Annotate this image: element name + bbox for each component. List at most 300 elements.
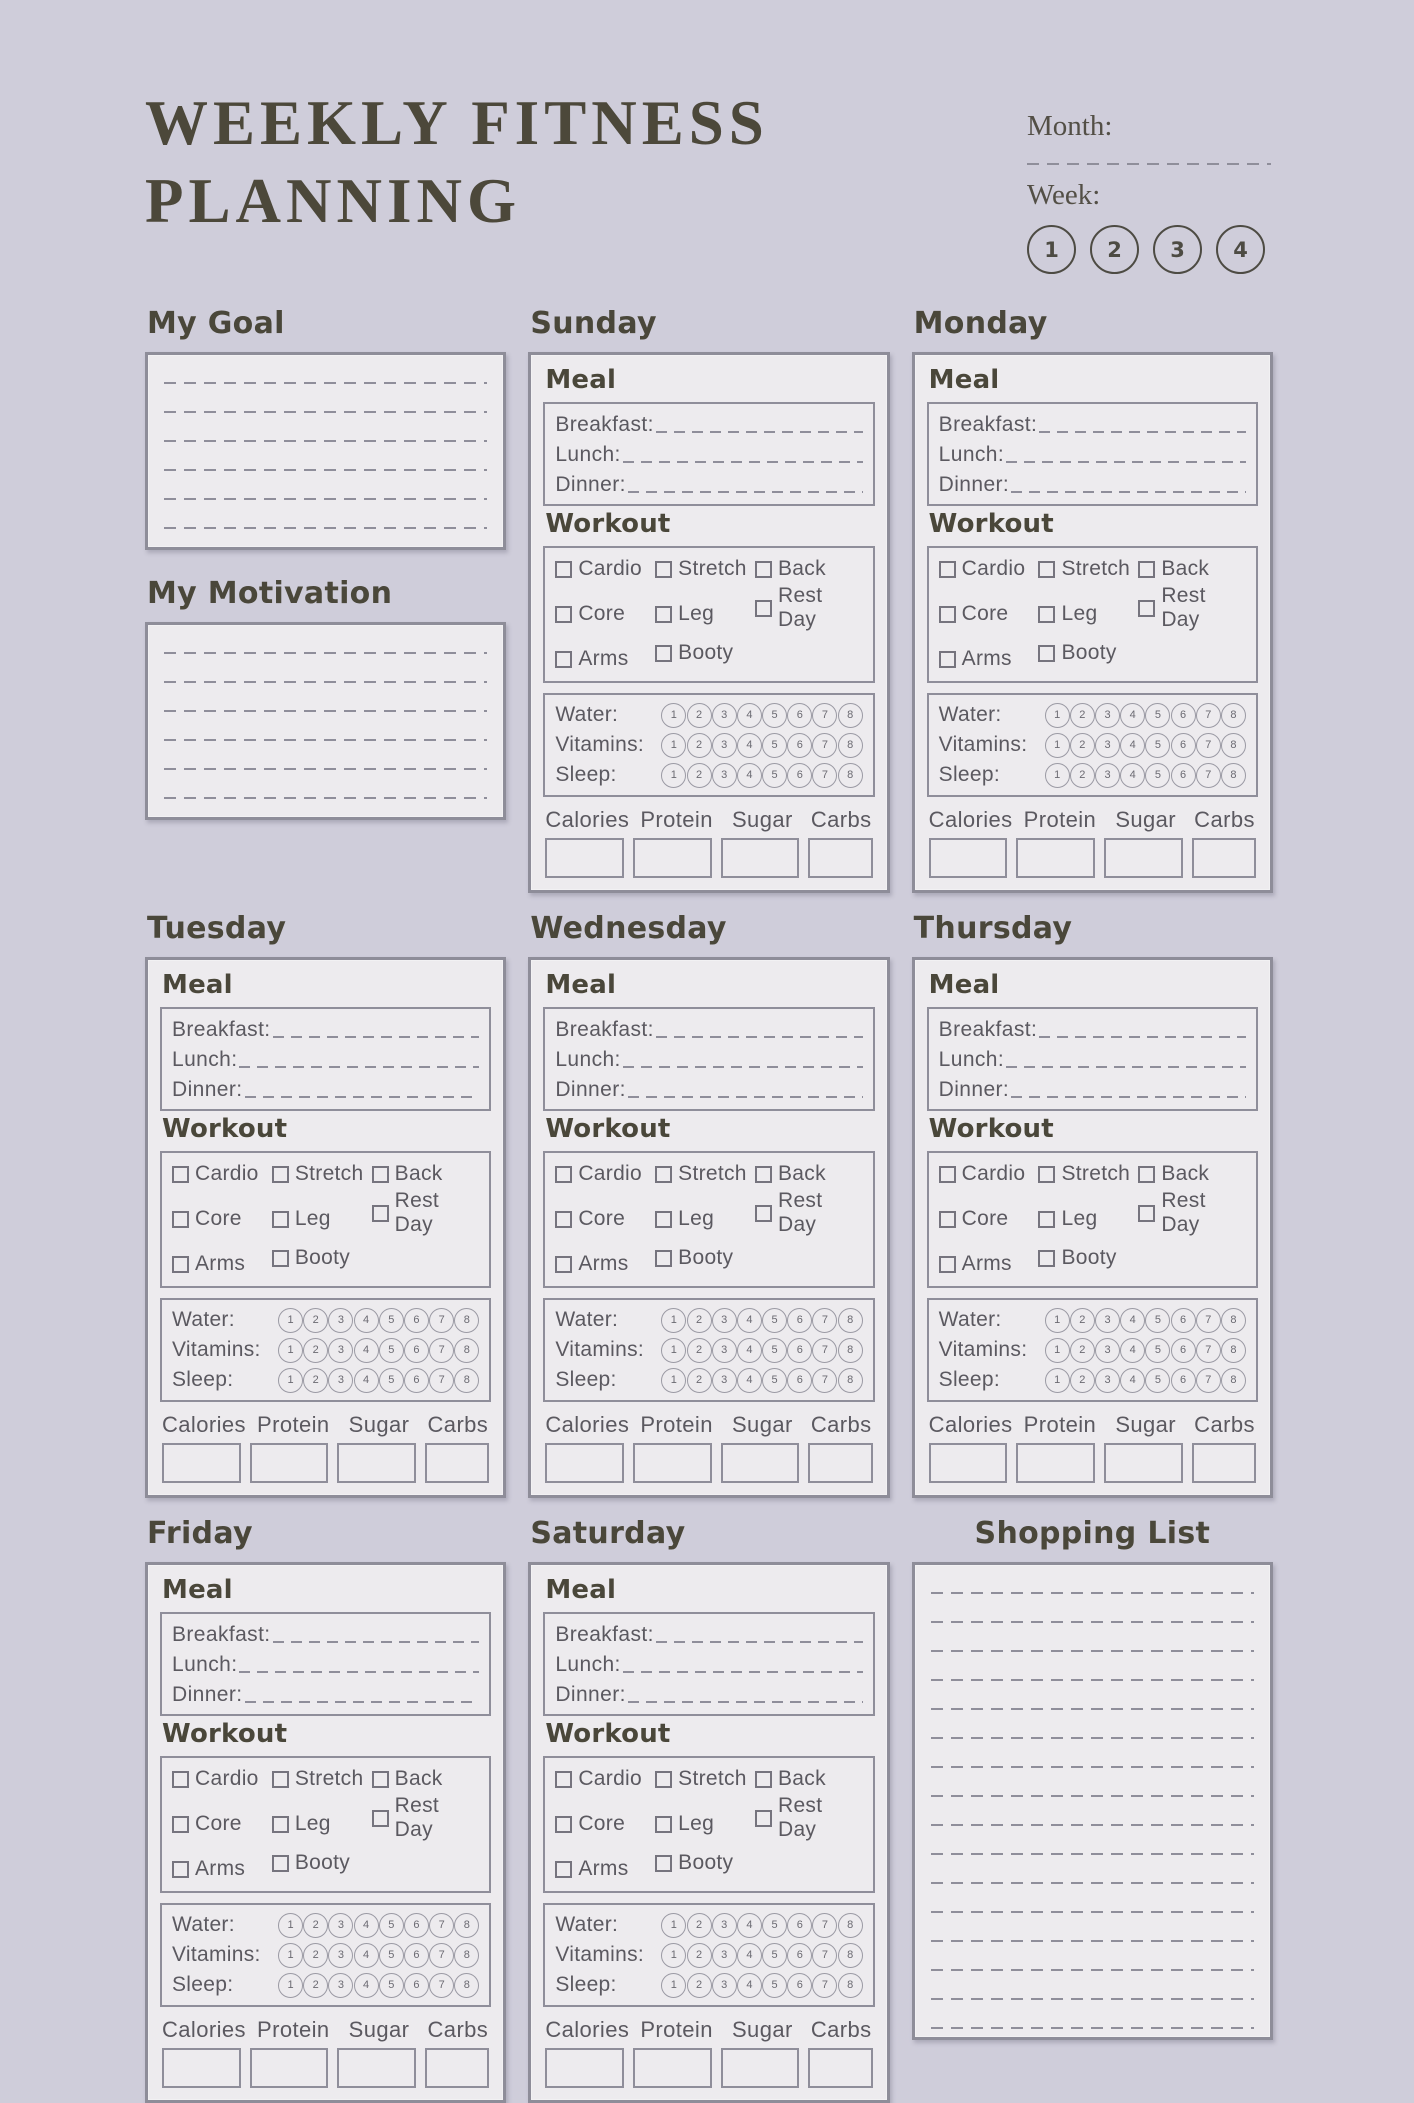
workout-checkbox-item[interactable] — [1038, 641, 1138, 665]
tracker-number-circle[interactable]: 8 — [454, 1973, 479, 1998]
tracker-number-circle[interactable]: 5 — [379, 1913, 404, 1938]
workout-checkbox-item[interactable] — [655, 1767, 755, 1791]
tracker-number-circle[interactable]: 6 — [404, 1338, 429, 1363]
tracker-number-circle[interactable]: 3 — [712, 1308, 737, 1333]
writing-line[interactable] — [931, 1565, 1254, 1594]
meal-field-input-line[interactable] — [656, 1625, 863, 1647]
tracker-number-circle[interactable]: 2 — [687, 1913, 712, 1938]
tracker-number-circle[interactable]: 8 — [454, 1338, 479, 1363]
workout-checkbox-item[interactable] — [555, 602, 655, 626]
workout-checkbox-item[interactable] — [755, 1767, 863, 1791]
tracker-number-circle[interactable]: 5 — [379, 1973, 404, 1998]
macro-input-box[interactable] — [1192, 1443, 1256, 1483]
macro-input-box[interactable] — [545, 1443, 624, 1483]
tracker-number-circle[interactable]: 3 — [712, 763, 737, 788]
workout-checkbox-item[interactable] — [555, 1767, 655, 1791]
meal-field-input-line[interactable] — [1011, 475, 1246, 497]
meal-field-input-line[interactable] — [656, 415, 863, 437]
tracker-number-circle[interactable]: 2 — [303, 1308, 328, 1333]
tracker-number-circle[interactable]: 3 — [1095, 1308, 1120, 1333]
tracker-number-circle[interactable]: 8 — [1221, 1338, 1246, 1363]
tracker-number-circle[interactable]: 2 — [1070, 703, 1095, 728]
workout-checkbox-item[interactable] — [1038, 1162, 1138, 1186]
macro-input-box[interactable] — [545, 838, 624, 878]
tracker-number-circle[interactable]: 8 — [454, 1368, 479, 1393]
workout-checkbox-item[interactable] — [1138, 1162, 1246, 1186]
macro-input-box[interactable] — [1104, 1443, 1183, 1483]
tracker-number-circle[interactable]: 4 — [354, 1973, 379, 1998]
macro-input-box[interactable] — [929, 1443, 1008, 1483]
workout-checkbox-item[interactable] — [555, 1207, 655, 1231]
tracker-number-circle[interactable]: 1 — [278, 1308, 303, 1333]
macro-input-box[interactable] — [425, 2048, 489, 2088]
tracker-number-circle[interactable]: 1 — [661, 703, 686, 728]
tracker-number-circle[interactable]: 3 — [1095, 733, 1120, 758]
tracker-number-circle[interactable]: 8 — [1221, 1308, 1246, 1333]
tracker-number-circle[interactable]: 1 — [661, 1368, 686, 1393]
tracker-number-circle[interactable]: 6 — [787, 1943, 812, 1968]
tracker-number-circle[interactable]: 3 — [1095, 1368, 1120, 1393]
tracker-number-circle[interactable]: 7 — [812, 1943, 837, 1968]
meal-field-input-line[interactable] — [628, 1685, 863, 1707]
tracker-number-circle[interactable]: 3 — [712, 733, 737, 758]
meal-field-input-line[interactable] — [1006, 445, 1246, 467]
workout-checkbox-item[interactable] — [272, 1767, 372, 1791]
tracker-number-circle[interactable]: 8 — [838, 733, 863, 758]
tracker-number-circle[interactable]: 7 — [812, 1338, 837, 1363]
tracker-number-circle[interactable]: 5 — [379, 1368, 404, 1393]
macro-input-box[interactable] — [337, 1443, 416, 1483]
tracker-number-circle[interactable]: 6 — [404, 1368, 429, 1393]
month-input-line[interactable] — [1027, 153, 1271, 165]
workout-checkbox-item[interactable] — [272, 1162, 372, 1186]
meal-field-input-line[interactable] — [1011, 1080, 1246, 1102]
tracker-number-circle[interactable]: 5 — [1145, 703, 1170, 728]
tracker-number-circle[interactable]: 7 — [1196, 1338, 1221, 1363]
workout-checkbox-item[interactable] — [655, 1207, 755, 1231]
tracker-number-circle[interactable]: 2 — [1070, 1338, 1095, 1363]
tracker-number-circle[interactable]: 2 — [303, 1943, 328, 1968]
tracker-number-circle[interactable]: 7 — [812, 1368, 837, 1393]
tracker-number-circle[interactable]: 7 — [429, 1308, 454, 1333]
tracker-number-circle[interactable]: 6 — [1171, 1308, 1196, 1333]
macro-input-box[interactable] — [337, 2048, 416, 2088]
tracker-number-circle[interactable]: 5 — [1145, 1308, 1170, 1333]
tracker-number-circle[interactable]: 8 — [838, 1943, 863, 1968]
tracker-number-circle[interactable]: 8 — [1221, 763, 1246, 788]
tracker-number-circle[interactable]: 3 — [1095, 1338, 1120, 1363]
tracker-number-circle[interactable]: 1 — [661, 1913, 686, 1938]
macro-input-box[interactable] — [250, 2048, 329, 2088]
tracker-number-circle[interactable]: 7 — [429, 1338, 454, 1363]
meal-field-input-line[interactable] — [239, 1050, 479, 1072]
tracker-number-circle[interactable]: 6 — [787, 1368, 812, 1393]
tracker-number-circle[interactable]: 2 — [687, 1308, 712, 1333]
writing-line[interactable] — [164, 384, 487, 413]
tracker-number-circle[interactable]: 6 — [404, 1943, 429, 1968]
tracker-number-circle[interactable]: 2 — [687, 1973, 712, 1998]
writing-line[interactable] — [931, 1826, 1254, 1855]
tracker-number-circle[interactable]: 5 — [379, 1943, 404, 1968]
workout-checkbox-item[interactable] — [755, 557, 863, 581]
tracker-number-circle[interactable]: 3 — [712, 1368, 737, 1393]
writing-line[interactable] — [164, 442, 487, 471]
tracker-number-circle[interactable]: 1 — [661, 1308, 686, 1333]
tracker-number-circle[interactable]: 2 — [687, 703, 712, 728]
macro-input-box[interactable] — [721, 838, 800, 878]
workout-checkbox-item[interactable] — [655, 602, 755, 626]
workout-checkbox-item[interactable] — [655, 557, 755, 581]
tracker-number-circle[interactable]: 4 — [737, 1368, 762, 1393]
macro-input-box[interactable] — [721, 1443, 800, 1483]
workout-checkbox-item[interactable] — [555, 1162, 655, 1186]
writing-line[interactable] — [931, 1594, 1254, 1623]
tracker-number-circle[interactable]: 6 — [1171, 733, 1196, 758]
tracker-number-circle[interactable]: 5 — [1145, 763, 1170, 788]
tracker-number-circle[interactable]: 5 — [762, 733, 787, 758]
writing-line[interactable] — [164, 625, 487, 654]
writing-line[interactable] — [164, 683, 487, 712]
macro-input-box[interactable] — [250, 1443, 329, 1483]
tracker-number-circle[interactable]: 7 — [812, 1308, 837, 1333]
tracker-number-circle[interactable]: 2 — [687, 1338, 712, 1363]
workout-checkbox-item[interactable] — [172, 1812, 272, 1836]
tracker-number-circle[interactable]: 5 — [762, 1943, 787, 1968]
tracker-number-circle[interactable]: 7 — [1196, 733, 1221, 758]
tracker-number-circle[interactable]: 7 — [812, 1913, 837, 1938]
writing-line[interactable] — [931, 1942, 1254, 1971]
tracker-number-circle[interactable]: 3 — [1095, 703, 1120, 728]
workout-checkbox-item[interactable] — [939, 557, 1039, 581]
tracker-number-circle[interactable]: 1 — [278, 1913, 303, 1938]
workout-checkbox-item[interactable] — [172, 1857, 272, 1881]
writing-line[interactable] — [164, 712, 487, 741]
tracker-number-circle[interactable]: 7 — [1196, 1368, 1221, 1393]
writing-line[interactable] — [164, 741, 487, 770]
workout-checkbox-item[interactable] — [1138, 584, 1246, 632]
tracker-number-circle[interactable]: 2 — [687, 1943, 712, 1968]
tracker-number-circle[interactable]: 1 — [278, 1973, 303, 1998]
writing-line[interactable] — [931, 1623, 1254, 1652]
tracker-number-circle[interactable]: 1 — [1045, 1368, 1070, 1393]
tracker-number-circle[interactable]: 3 — [328, 1308, 353, 1333]
workout-checkbox-item[interactable] — [1038, 557, 1138, 581]
tracker-number-circle[interactable]: 4 — [737, 733, 762, 758]
writing-line[interactable] — [931, 1739, 1254, 1768]
writing-line[interactable] — [931, 1710, 1254, 1739]
tracker-number-circle[interactable]: 1 — [661, 1973, 686, 1998]
tracker-number-circle[interactable]: 2 — [1070, 763, 1095, 788]
tracker-number-circle[interactable]: 6 — [787, 703, 812, 728]
workout-checkbox-item[interactable] — [555, 1812, 655, 1836]
workout-checkbox-item[interactable] — [655, 1162, 755, 1186]
tracker-number-circle[interactable]: 3 — [328, 1338, 353, 1363]
meal-field-input-line[interactable] — [273, 1020, 480, 1042]
workout-checkbox-item[interactable] — [655, 641, 755, 665]
week-number-circle[interactable]: 4 — [1216, 225, 1265, 274]
tracker-number-circle[interactable]: 4 — [1120, 1338, 1145, 1363]
meal-field-input-line[interactable] — [623, 445, 863, 467]
writing-line[interactable] — [164, 654, 487, 683]
writing-line[interactable] — [931, 1884, 1254, 1913]
tracker-number-circle[interactable]: 5 — [762, 1368, 787, 1393]
workout-checkbox-item[interactable] — [755, 1189, 863, 1237]
workout-checkbox-item[interactable] — [372, 1767, 480, 1791]
macro-input-box[interactable] — [929, 838, 1008, 878]
meal-field-input-line[interactable] — [273, 1625, 480, 1647]
writing-line[interactable] — [164, 355, 487, 384]
workout-checkbox-item[interactable] — [172, 1252, 272, 1276]
tracker-number-circle[interactable]: 8 — [1221, 733, 1246, 758]
tracker-number-circle[interactable]: 4 — [737, 1973, 762, 1998]
tracker-number-circle[interactable]: 1 — [1045, 1308, 1070, 1333]
macro-input-box[interactable] — [162, 1443, 241, 1483]
tracker-number-circle[interactable]: 6 — [787, 1338, 812, 1363]
tracker-number-circle[interactable]: 8 — [838, 1368, 863, 1393]
tracker-number-circle[interactable]: 4 — [1120, 733, 1145, 758]
tracker-number-circle[interactable]: 1 — [661, 763, 686, 788]
tracker-number-circle[interactable]: 2 — [1070, 1308, 1095, 1333]
writing-line[interactable] — [931, 1681, 1254, 1710]
workout-checkbox-item[interactable] — [655, 1246, 755, 1270]
workout-checkbox-item[interactable] — [939, 602, 1039, 626]
meal-field-input-line[interactable] — [1039, 1020, 1246, 1042]
meal-field-input-line[interactable] — [1006, 1050, 1246, 1072]
meal-field-input-line[interactable] — [623, 1050, 863, 1072]
tracker-number-circle[interactable]: 1 — [1045, 1338, 1070, 1363]
tracker-number-circle[interactable]: 2 — [1070, 733, 1095, 758]
tracker-number-circle[interactable]: 4 — [354, 1913, 379, 1938]
tracker-number-circle[interactable]: 6 — [787, 1973, 812, 1998]
tracker-number-circle[interactable]: 7 — [429, 1943, 454, 1968]
meal-field-input-line[interactable] — [656, 1020, 863, 1042]
macro-input-box[interactable] — [633, 1443, 712, 1483]
workout-checkbox-item[interactable] — [939, 1162, 1039, 1186]
tracker-number-circle[interactable]: 1 — [661, 1338, 686, 1363]
tracker-number-circle[interactable]: 6 — [404, 1973, 429, 1998]
workout-checkbox-item[interactable] — [1138, 557, 1246, 581]
workout-checkbox-item[interactable] — [272, 1812, 372, 1836]
writing-line[interactable] — [164, 500, 487, 529]
tracker-number-circle[interactable]: 7 — [429, 1973, 454, 1998]
workout-checkbox-item[interactable] — [272, 1246, 372, 1270]
workout-checkbox-item[interactable] — [1138, 1189, 1246, 1237]
tracker-number-circle[interactable]: 3 — [712, 703, 737, 728]
writing-line[interactable] — [164, 471, 487, 500]
tracker-number-circle[interactable]: 7 — [429, 1368, 454, 1393]
tracker-number-circle[interactable]: 8 — [1221, 703, 1246, 728]
workout-checkbox-item[interactable] — [755, 1794, 863, 1842]
tracker-number-circle[interactable]: 2 — [1070, 1368, 1095, 1393]
macro-input-box[interactable] — [721, 2048, 800, 2088]
tracker-number-circle[interactable]: 7 — [1196, 1308, 1221, 1333]
workout-checkbox-item[interactable] — [372, 1794, 480, 1842]
tracker-number-circle[interactable]: 1 — [1045, 703, 1070, 728]
tracker-number-circle[interactable]: 6 — [404, 1913, 429, 1938]
tracker-number-circle[interactable]: 8 — [454, 1943, 479, 1968]
tracker-number-circle[interactable]: 6 — [1171, 703, 1196, 728]
meal-field-input-line[interactable] — [628, 475, 863, 497]
workout-checkbox-item[interactable] — [755, 1162, 863, 1186]
meal-field-input-line[interactable] — [623, 1655, 863, 1677]
tracker-number-circle[interactable]: 4 — [737, 703, 762, 728]
workout-checkbox-item[interactable] — [655, 1812, 755, 1836]
tracker-number-circle[interactable]: 4 — [354, 1338, 379, 1363]
workout-checkbox-item[interactable] — [555, 1857, 655, 1881]
tracker-number-circle[interactable]: 1 — [661, 733, 686, 758]
workout-checkbox-item[interactable] — [1038, 602, 1138, 626]
workout-checkbox-item[interactable] — [1038, 1207, 1138, 1231]
macro-input-box[interactable] — [633, 2048, 712, 2088]
workout-checkbox-item[interactable] — [555, 647, 655, 671]
tracker-number-circle[interactable]: 3 — [328, 1913, 353, 1938]
tracker-number-circle[interactable]: 3 — [328, 1973, 353, 1998]
tracker-number-circle[interactable]: 8 — [454, 1913, 479, 1938]
tracker-number-circle[interactable]: 3 — [712, 1338, 737, 1363]
macro-input-box[interactable] — [1104, 838, 1183, 878]
writing-line[interactable] — [931, 1768, 1254, 1797]
workout-checkbox-item[interactable] — [172, 1207, 272, 1231]
tracker-number-circle[interactable]: 7 — [812, 1973, 837, 1998]
tracker-number-circle[interactable]: 4 — [737, 763, 762, 788]
tracker-number-circle[interactable]: 6 — [1171, 1368, 1196, 1393]
workout-checkbox-item[interactable] — [555, 1252, 655, 1276]
tracker-number-circle[interactable]: 1 — [278, 1368, 303, 1393]
tracker-number-circle[interactable]: 7 — [1196, 763, 1221, 788]
macro-input-box[interactable] — [425, 1443, 489, 1483]
tracker-number-circle[interactable]: 8 — [838, 703, 863, 728]
workout-checkbox-item[interactable] — [1038, 1246, 1138, 1270]
tracker-number-circle[interactable]: 1 — [278, 1943, 303, 1968]
tracker-number-circle[interactable]: 4 — [1120, 763, 1145, 788]
tracker-number-circle[interactable]: 8 — [454, 1308, 479, 1333]
tracker-number-circle[interactable]: 4 — [354, 1943, 379, 1968]
workout-checkbox-item[interactable] — [272, 1207, 372, 1231]
tracker-number-circle[interactable]: 1 — [278, 1338, 303, 1363]
tracker-number-circle[interactable]: 5 — [762, 763, 787, 788]
tracker-number-circle[interactable]: 6 — [787, 1913, 812, 1938]
tracker-number-circle[interactable]: 8 — [838, 763, 863, 788]
tracker-number-circle[interactable]: 6 — [787, 1308, 812, 1333]
tracker-number-circle[interactable]: 3 — [712, 1973, 737, 1998]
tracker-number-circle[interactable]: 4 — [354, 1308, 379, 1333]
tracker-number-circle[interactable]: 8 — [838, 1308, 863, 1333]
macro-input-box[interactable] — [808, 838, 872, 878]
tracker-number-circle[interactable]: 5 — [1145, 1338, 1170, 1363]
tracker-number-circle[interactable]: 5 — [762, 1913, 787, 1938]
tracker-number-circle[interactable]: 5 — [379, 1308, 404, 1333]
tracker-number-circle[interactable]: 7 — [812, 733, 837, 758]
workout-checkbox-item[interactable] — [555, 557, 655, 581]
tracker-number-circle[interactable]: 5 — [762, 1973, 787, 1998]
macro-input-box[interactable] — [1016, 1443, 1095, 1483]
writing-line[interactable] — [931, 1855, 1254, 1884]
tracker-number-circle[interactable]: 6 — [404, 1308, 429, 1333]
tracker-number-circle[interactable]: 8 — [838, 1338, 863, 1363]
week-number-circle[interactable]: 1 — [1027, 225, 1076, 274]
tracker-number-circle[interactable]: 3 — [712, 1943, 737, 1968]
tracker-number-circle[interactable]: 4 — [737, 1943, 762, 1968]
tracker-number-circle[interactable]: 2 — [303, 1973, 328, 1998]
tracker-number-circle[interactable]: 5 — [762, 703, 787, 728]
tracker-number-circle[interactable]: 3 — [712, 1913, 737, 1938]
workout-checkbox-item[interactable] — [655, 1851, 755, 1875]
tracker-number-circle[interactable]: 1 — [661, 1943, 686, 1968]
tracker-number-circle[interactable]: 1 — [1045, 763, 1070, 788]
tracker-number-circle[interactable]: 4 — [737, 1308, 762, 1333]
tracker-number-circle[interactable]: 4 — [737, 1913, 762, 1938]
workout-checkbox-item[interactable] — [939, 1207, 1039, 1231]
tracker-number-circle[interactable]: 7 — [1196, 703, 1221, 728]
tracker-number-circle[interactable]: 6 — [1171, 1338, 1196, 1363]
meal-field-input-line[interactable] — [245, 1685, 480, 1707]
workout-checkbox-item[interactable] — [372, 1162, 480, 1186]
writing-line[interactable] — [164, 413, 487, 442]
tracker-number-circle[interactable]: 2 — [303, 1913, 328, 1938]
writing-line[interactable] — [164, 770, 487, 799]
meal-field-input-line[interactable] — [245, 1080, 480, 1102]
week-number-circle[interactable]: 2 — [1090, 225, 1139, 274]
tracker-number-circle[interactable]: 4 — [1120, 1368, 1145, 1393]
tracker-number-circle[interactable]: 4 — [354, 1368, 379, 1393]
writing-line[interactable] — [931, 1971, 1254, 2000]
meal-field-input-line[interactable] — [239, 1655, 479, 1677]
tracker-number-circle[interactable]: 5 — [1145, 1368, 1170, 1393]
writing-line[interactable] — [931, 1652, 1254, 1681]
macro-input-box[interactable] — [1016, 838, 1095, 878]
tracker-number-circle[interactable]: 4 — [1120, 703, 1145, 728]
tracker-number-circle[interactable]: 5 — [762, 1338, 787, 1363]
tracker-number-circle[interactable]: 3 — [328, 1368, 353, 1393]
macro-input-box[interactable] — [808, 2048, 872, 2088]
tracker-number-circle[interactable]: 5 — [762, 1308, 787, 1333]
workout-checkbox-item[interactable] — [172, 1162, 272, 1186]
tracker-number-circle[interactable]: 7 — [429, 1913, 454, 1938]
tracker-number-circle[interactable]: 7 — [812, 703, 837, 728]
tracker-number-circle[interactable]: 4 — [1120, 1308, 1145, 1333]
macro-input-box[interactable] — [545, 2048, 624, 2088]
tracker-number-circle[interactable]: 2 — [687, 763, 712, 788]
writing-line[interactable] — [931, 2000, 1254, 2029]
tracker-number-circle[interactable]: 1 — [1045, 733, 1070, 758]
tracker-number-circle[interactable]: 5 — [1145, 733, 1170, 758]
tracker-number-circle[interactable]: 8 — [838, 1973, 863, 1998]
workout-checkbox-item[interactable] — [372, 1189, 480, 1237]
macro-input-box[interactable] — [1192, 838, 1256, 878]
macro-input-box[interactable] — [808, 1443, 872, 1483]
workout-checkbox-item[interactable] — [939, 647, 1039, 671]
tracker-number-circle[interactable]: 2 — [303, 1368, 328, 1393]
tracker-number-circle[interactable]: 2 — [687, 1368, 712, 1393]
tracker-number-circle[interactable]: 2 — [303, 1338, 328, 1363]
tracker-number-circle[interactable]: 7 — [812, 763, 837, 788]
writing-line[interactable] — [931, 1913, 1254, 1942]
tracker-number-circle[interactable]: 6 — [787, 733, 812, 758]
macro-input-box[interactable] — [633, 838, 712, 878]
tracker-number-circle[interactable]: 6 — [1171, 763, 1196, 788]
tracker-number-circle[interactable]: 3 — [328, 1943, 353, 1968]
tracker-number-circle[interactable]: 5 — [379, 1338, 404, 1363]
tracker-number-circle[interactable]: 6 — [787, 763, 812, 788]
tracker-number-circle[interactable]: 8 — [838, 1913, 863, 1938]
macro-input-box[interactable] — [162, 2048, 241, 2088]
meal-field-input-line[interactable] — [1039, 415, 1246, 437]
workout-checkbox-item[interactable] — [272, 1851, 372, 1875]
meal-field-input-line[interactable] — [628, 1080, 863, 1102]
tracker-number-circle[interactable]: 3 — [1095, 763, 1120, 788]
workout-checkbox-item[interactable] — [172, 1767, 272, 1791]
tracker-number-circle[interactable]: 8 — [1221, 1368, 1246, 1393]
